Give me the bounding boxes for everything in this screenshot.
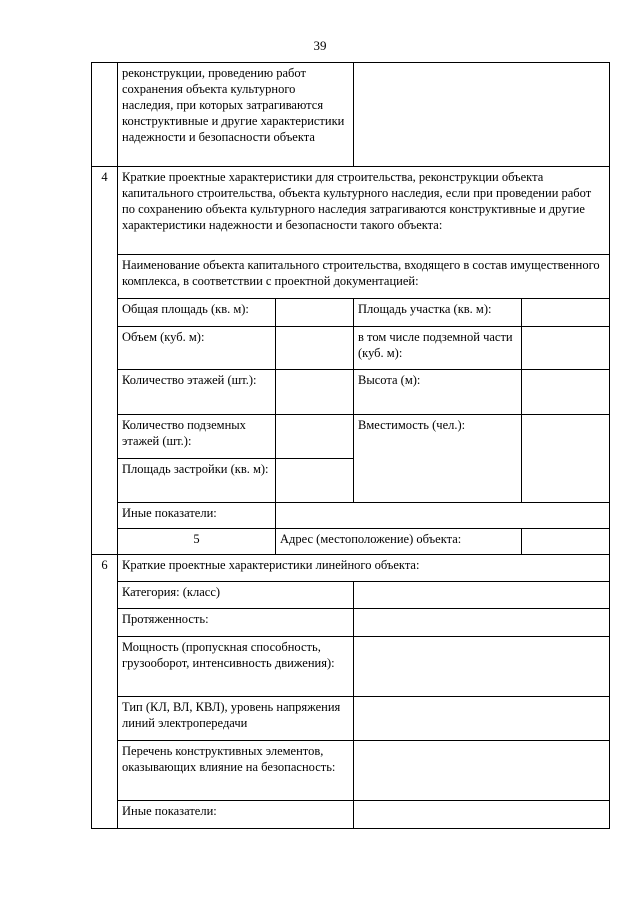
plot-area-value[interactable] (522, 299, 610, 327)
table-row (92, 609, 610, 637)
length-label: Протяженность: (118, 609, 354, 637)
section-5-number: 5 (118, 529, 276, 555)
table-row (92, 327, 610, 370)
table-row (92, 741, 610, 801)
section-6-number: 6 (92, 555, 118, 829)
power-lines-label: Тип (КЛ, ВЛ, КВЛ), уровень напряжения линий электропередачи (118, 697, 354, 741)
continuation-text: реконструкции, проведению работ сохранения объекта культурного наследия, при которых затрагиваются конструктивные и другие характеристики надежности и безопасности объекта (118, 63, 354, 167)
length-value[interactable] (354, 609, 610, 637)
total-area-label: Общая площадь (кв. м): (118, 299, 276, 327)
table-row (92, 637, 610, 697)
table-row (92, 697, 610, 741)
other-label: Иные показатели: (118, 503, 276, 529)
table-row (92, 582, 610, 609)
address-label: Адрес (местоположение) объекта: (276, 529, 522, 555)
structural-elements-value[interactable] (354, 741, 610, 801)
building-area-value[interactable] (276, 459, 354, 503)
table-row (92, 299, 610, 327)
table-row (92, 555, 610, 582)
underground-volume-label: в том числе подземной части (куб. м): (354, 327, 522, 370)
floors-value[interactable] (276, 370, 354, 415)
capacity-value[interactable] (522, 415, 610, 503)
volume-value[interactable] (276, 327, 354, 370)
address-value[interactable] (522, 529, 610, 555)
category-value[interactable] (354, 582, 610, 609)
row-number-cell (92, 63, 118, 167)
form-table (91, 62, 610, 829)
table-row (92, 801, 610, 829)
underground-floors-value[interactable] (276, 415, 354, 459)
section-4-number: 4 (92, 167, 118, 555)
category-label: Категория: (класс) (118, 582, 354, 609)
section-4-subheading: Наименование объекта капитального строительства, входящего в состав имущественного комплекса, в соответствии с проектной документацией: (118, 255, 610, 299)
other-value[interactable] (276, 503, 610, 529)
table-row (92, 503, 610, 529)
height-value[interactable] (522, 370, 610, 415)
linear-other-label: Иные показатели: (118, 801, 354, 829)
capacity-label: Вместимость (чел.): (354, 415, 522, 503)
page-number: 39 (313, 38, 327, 53)
table-row (92, 415, 610, 459)
underground-volume-value[interactable] (522, 327, 610, 370)
table-row (92, 63, 610, 167)
floors-label: Количество этажей (шт.): (118, 370, 276, 415)
table-row (92, 167, 610, 255)
building-area-label: Площадь застройки (кв. м): (118, 459, 276, 503)
underground-floors-label: Количество подземных этажей (шт.): (118, 415, 276, 459)
linear-other-value[interactable] (354, 801, 610, 829)
power-label: Мощность (пропускная способность, грузооборот, интенсивность движения): (118, 637, 354, 697)
power-lines-value[interactable] (354, 697, 610, 741)
power-value[interactable] (354, 637, 610, 697)
table-row (92, 529, 610, 555)
height-label: Высота (м): (354, 370, 522, 415)
table-row (92, 370, 610, 415)
section-6-heading: Краткие проектные характеристики линейного объекта: (118, 555, 610, 582)
structural-elements-label: Перечень конструктивных элементов, оказывающих влияние на безопасность: (118, 741, 354, 801)
total-area-value[interactable] (276, 299, 354, 327)
table-row (92, 255, 610, 299)
volume-label: Объем (куб. м): (118, 327, 276, 370)
value-cell[interactable] (354, 63, 610, 167)
plot-area-label: Площадь участка (кв. м): (354, 299, 522, 327)
section-4-heading: Краткие проектные характеристики для строительства, реконструкции объекта капитального строительства, объекта культурного наследия, если при проведении работ по сохранению объекта культурного наследия затрагиваются конструктивные и другие характеристики надежности и безопасности такого объекта: (118, 167, 610, 255)
